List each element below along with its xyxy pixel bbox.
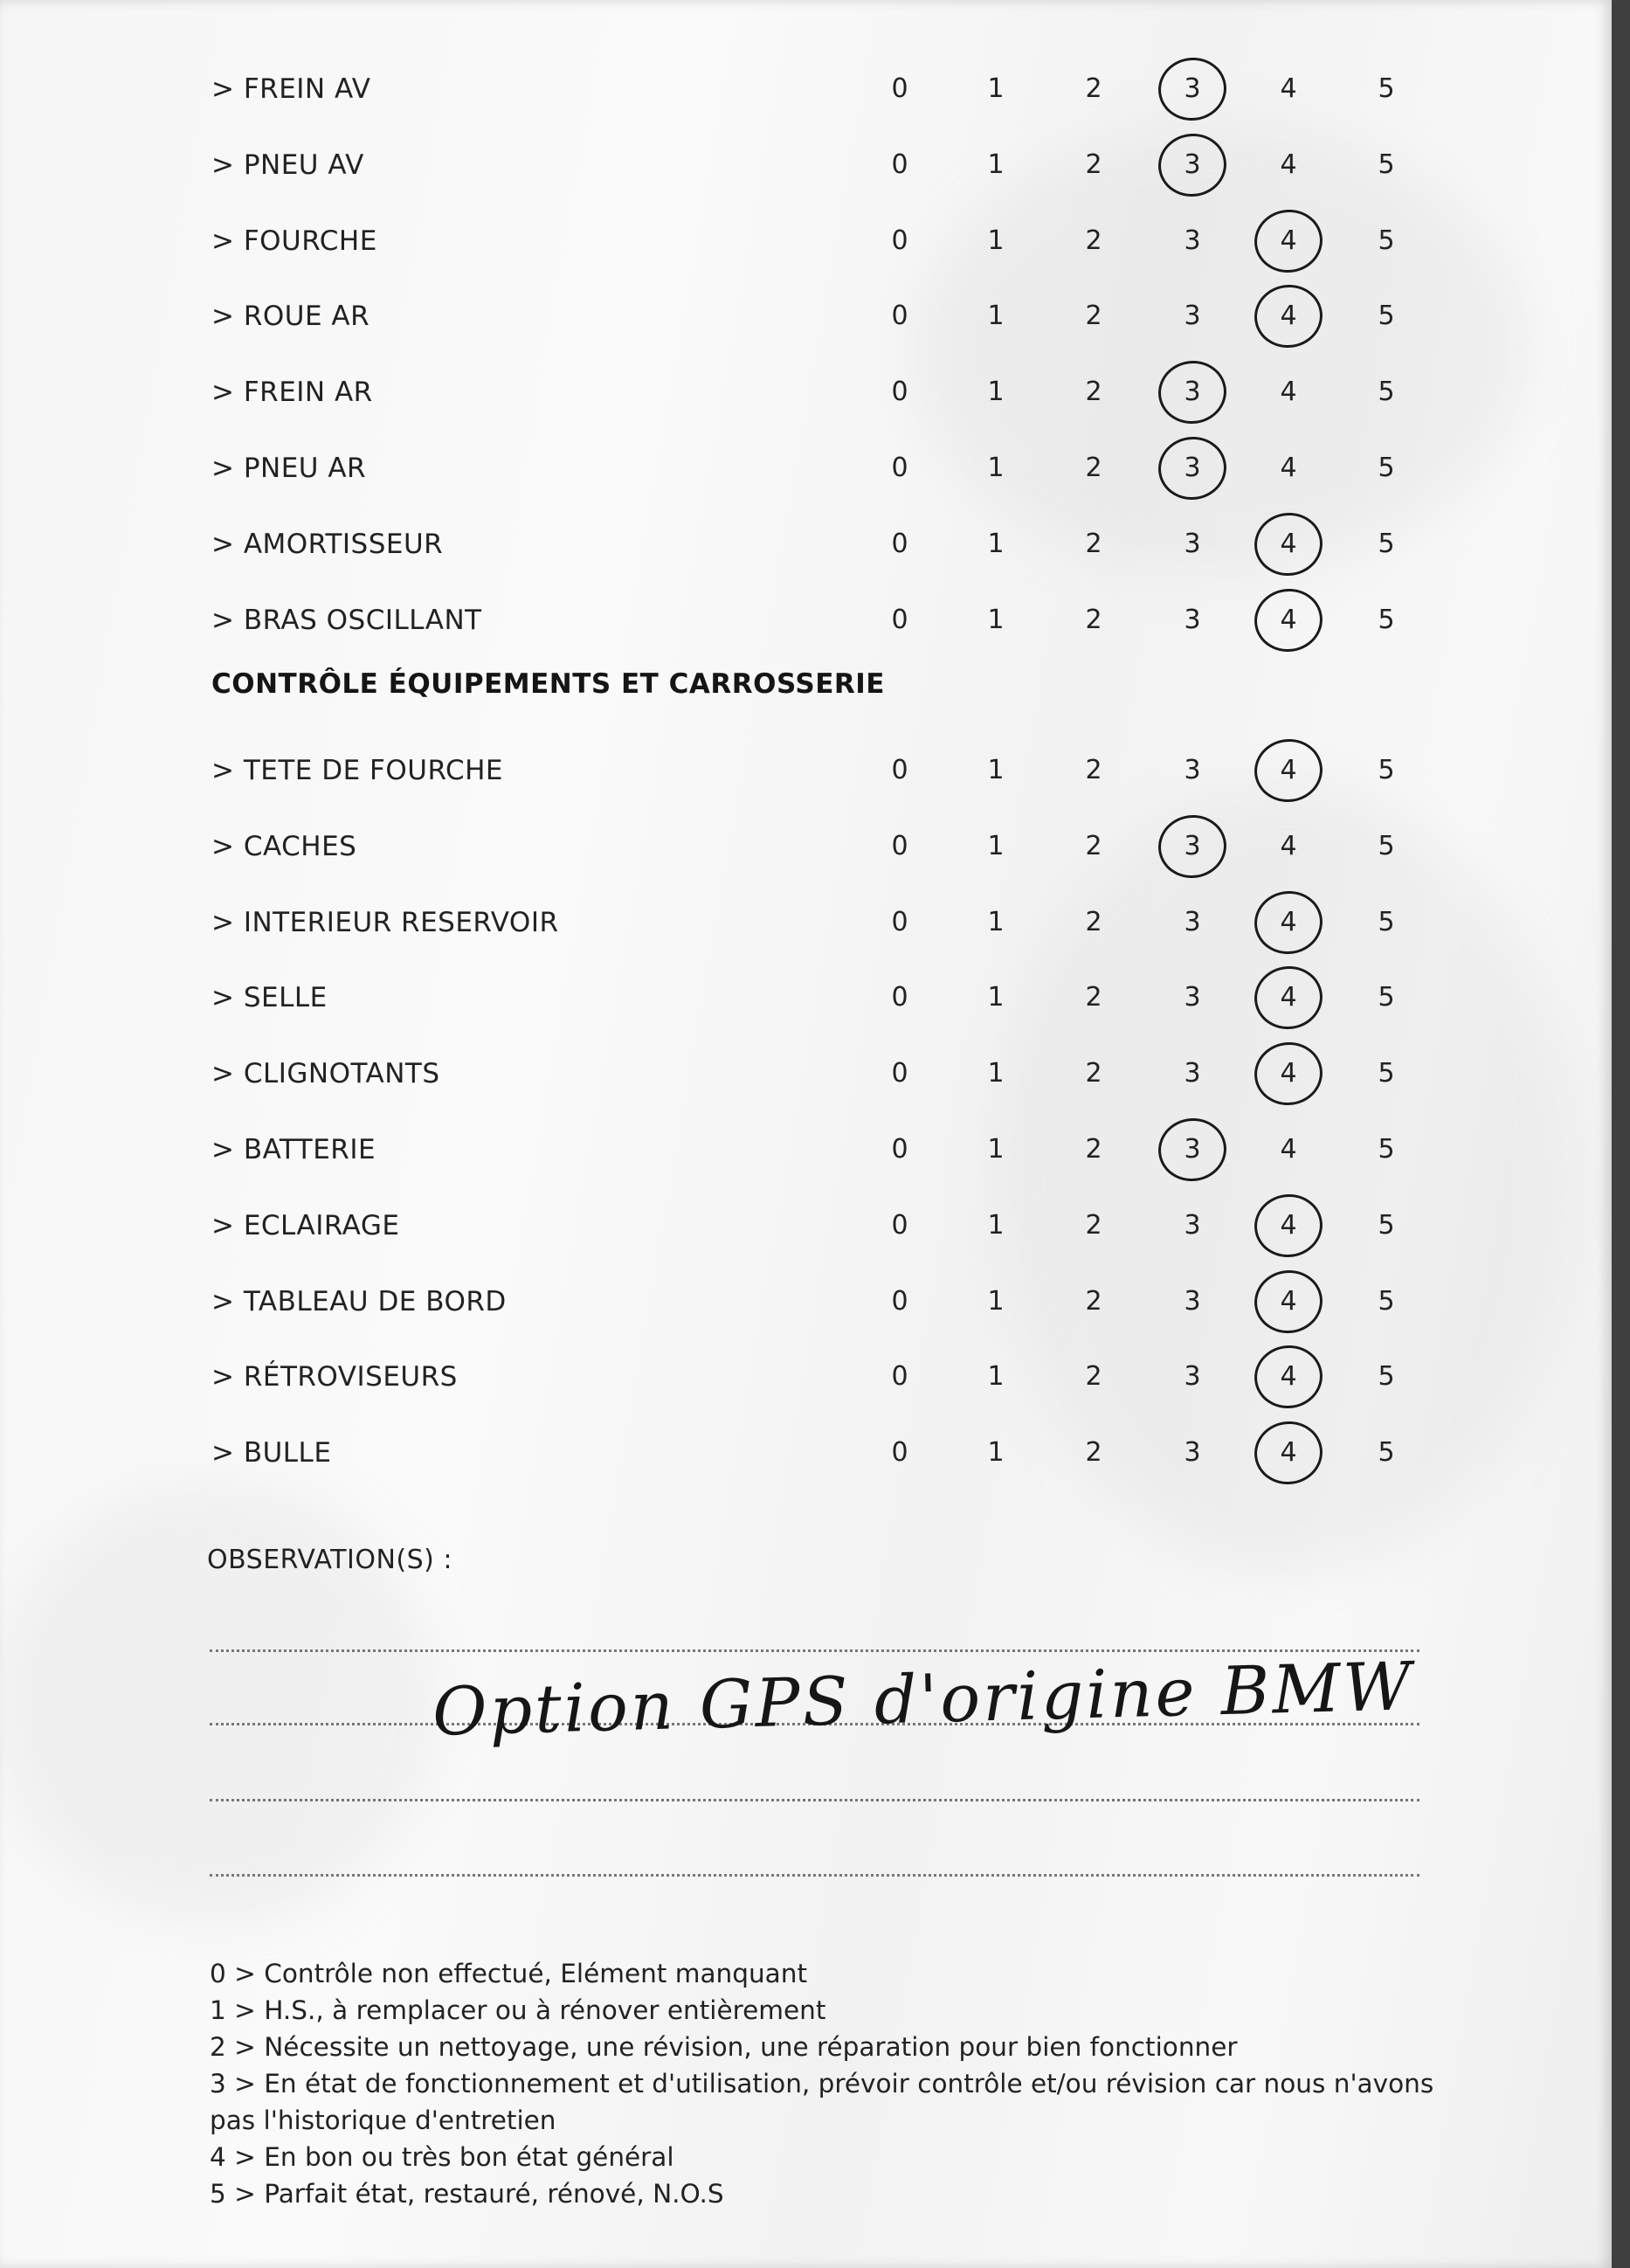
rating-option-0[interactable] — [874, 442, 926, 494]
rating-option-0[interactable] — [874, 1351, 926, 1403]
rating-option-0[interactable] — [874, 366, 926, 418]
rating-value: 5 — [1378, 1285, 1395, 1317]
rating-value: 3 — [1184, 453, 1201, 483]
rating-option-2[interactable] — [1067, 1048, 1120, 1100]
rating-option-2[interactable] — [1067, 215, 1120, 267]
rating-value: 4 — [1280, 982, 1297, 1013]
rating-value: 1 — [987, 830, 1005, 861]
rating-value: 2 — [1085, 1134, 1102, 1165]
rating-option-2[interactable] — [1067, 518, 1120, 570]
observation-line[interactable] — [210, 1874, 1419, 1877]
checklist-row — [0, 972, 1612, 1024]
rating-option-5[interactable] — [1360, 290, 1412, 342]
rating-value: 0 — [891, 225, 908, 256]
rating-option-1[interactable] — [970, 1124, 1022, 1176]
rating-option-4[interactable] — [1262, 1351, 1315, 1403]
checklist-item-label: > ECLAIRAGE — [211, 1209, 400, 1241]
checklist-item-label: > INTERIEUR RESERVOIR — [211, 906, 559, 938]
rating-value: 2 — [1085, 453, 1102, 483]
rating-value: 1 — [987, 906, 1005, 937]
rating-option-3[interactable] — [1166, 744, 1219, 797]
rating-option-4[interactable] — [1262, 139, 1315, 191]
rating-option-5[interactable] — [1360, 972, 1412, 1024]
checklist-row — [0, 744, 1612, 797]
rating-value: 2 — [1085, 830, 1102, 861]
rating-value: 4 — [1280, 1285, 1297, 1317]
rating-option-3[interactable] — [1166, 1124, 1219, 1176]
rating-option-3[interactable] — [1166, 290, 1219, 342]
rating-value: 2 — [1085, 906, 1102, 937]
checklist-row — [0, 518, 1612, 570]
rating-value: 1 — [987, 1209, 1005, 1241]
rating-value: 4 — [1280, 453, 1297, 483]
rating-value: 4 — [1280, 377, 1297, 408]
checklist-item-label: > FREIN AV — [211, 73, 371, 105]
checklist-item-label: > AMORTISSEUR — [211, 528, 444, 560]
rating-value: 1 — [987, 982, 1005, 1013]
observation-line[interactable] — [210, 1799, 1419, 1801]
rating-option-0[interactable] — [874, 1276, 926, 1328]
rating-value: 2 — [1085, 528, 1102, 559]
selected-rating-circle — [1250, 1038, 1326, 1110]
rating-value: 5 — [1378, 755, 1395, 785]
rating-option-0[interactable] — [874, 1427, 926, 1479]
rating-option-5[interactable] — [1360, 1427, 1412, 1479]
rating-option-5[interactable] — [1360, 518, 1412, 570]
rating-option-2[interactable] — [1067, 1276, 1120, 1328]
rating-option-3[interactable] — [1166, 1048, 1219, 1100]
rating-option-1[interactable] — [970, 63, 1022, 115]
selected-rating-circle — [1250, 887, 1326, 958]
selected-rating-circle — [1154, 432, 1230, 504]
rating-value: 0 — [891, 149, 908, 180]
rating-option-0[interactable] — [874, 139, 926, 191]
rating-option-4[interactable] — [1262, 1200, 1315, 1252]
checklist-item-label: > SELLE — [211, 982, 328, 1014]
rating-option-1[interactable] — [970, 518, 1022, 570]
rating-option-5[interactable] — [1360, 1276, 1412, 1328]
rating-option-4[interactable] — [1262, 594, 1315, 647]
checklist-row — [0, 1351, 1612, 1403]
rating-value: 3 — [1184, 755, 1201, 785]
checklist-row — [0, 1124, 1612, 1176]
rating-value: 0 — [891, 982, 908, 1013]
rating-option-1[interactable] — [970, 1427, 1022, 1479]
rating-option-1[interactable] — [970, 442, 1022, 494]
rating-option-1[interactable] — [970, 744, 1022, 797]
checklist-item-label: > PNEU AR — [211, 453, 367, 484]
rating-option-0[interactable] — [874, 744, 926, 797]
rating-value: 1 — [987, 604, 1005, 635]
rating-option-0[interactable] — [874, 820, 926, 873]
checklist-item-label: > TABLEAU DE BORD — [211, 1285, 507, 1317]
rating-value: 1 — [987, 1058, 1005, 1089]
plastic-glare — [917, 131, 1529, 568]
rating-option-1[interactable] — [970, 1048, 1022, 1100]
observations-label: OBSERVATION(S) : — [207, 1545, 452, 1575]
rating-value: 0 — [891, 906, 908, 937]
rating-value: 4 — [1280, 301, 1297, 332]
checklist-row — [0, 594, 1612, 647]
legend-line: 1 > H.S., à remplacer ou à rénover entièrement — [210, 1995, 826, 2025]
rating-value: 1 — [987, 1285, 1005, 1317]
rating-value: 2 — [1085, 377, 1102, 408]
rating-value: 5 — [1378, 982, 1395, 1013]
rating-value: 0 — [891, 1058, 908, 1089]
checklist-row — [0, 63, 1612, 115]
rating-option-3[interactable] — [1166, 63, 1219, 115]
rating-value: 4 — [1280, 73, 1297, 104]
rating-value: 1 — [987, 377, 1005, 408]
checklist-row — [0, 290, 1612, 342]
checklist-item-label: > TETE DE FOURCHE — [211, 755, 503, 786]
rating-value: 5 — [1378, 149, 1395, 180]
selected-rating-circle — [1250, 1341, 1326, 1413]
checklist-item-label: > FREIN AR — [211, 377, 373, 409]
selected-rating-circle — [1154, 53, 1230, 125]
rating-option-2[interactable] — [1067, 896, 1120, 949]
rating-option-2[interactable] — [1067, 820, 1120, 873]
rating-value: 3 — [1184, 225, 1201, 256]
rating-option-1[interactable] — [970, 1276, 1022, 1328]
rating-option-0[interactable] — [874, 594, 926, 647]
rating-value: 0 — [891, 755, 908, 785]
rating-option-3[interactable] — [1166, 1351, 1219, 1403]
rating-option-4[interactable] — [1262, 366, 1315, 418]
rating-value: 4 — [1280, 604, 1297, 635]
rating-value: 4 — [1280, 528, 1297, 559]
rating-value: 5 — [1378, 377, 1395, 408]
checklist-item-label: > FOURCHE — [211, 225, 377, 257]
rating-value: 0 — [891, 377, 908, 408]
rating-value: 3 — [1184, 149, 1201, 180]
rating-value: 1 — [987, 528, 1005, 559]
rating-value: 3 — [1184, 906, 1201, 937]
selected-rating-circle — [1250, 962, 1326, 1034]
rating-value: 0 — [891, 73, 908, 104]
legend-line: 3 > En état de fonctionnement et d'utilisation, prévoir contrôle et/ou révision car nous n'avons pas l'historique d'entretien — [210, 2069, 1442, 2135]
legend-line: 0 > Contrôle non effectué, Elément manquant — [210, 1959, 808, 1988]
rating-value: 4 — [1280, 1134, 1297, 1165]
rating-option-2[interactable] — [1067, 442, 1120, 494]
rating-option-4[interactable] — [1262, 518, 1315, 570]
selected-rating-circle — [1154, 129, 1230, 201]
rating-option-4[interactable] — [1262, 820, 1315, 873]
rating-value: 5 — [1378, 906, 1395, 937]
checklist-row — [0, 1200, 1612, 1252]
rating-option-2[interactable] — [1067, 290, 1120, 342]
rating-value: 5 — [1378, 225, 1395, 256]
rating-option-5[interactable] — [1360, 1124, 1412, 1176]
rating-option-1[interactable] — [970, 290, 1022, 342]
rating-option-0[interactable] — [874, 972, 926, 1024]
rating-option-2[interactable] — [1067, 972, 1120, 1024]
checklist-row — [0, 820, 1612, 873]
rating-value: 2 — [1085, 73, 1102, 104]
rating-value: 2 — [1085, 225, 1102, 256]
checklist-row — [0, 1048, 1612, 1100]
rating-option-4[interactable] — [1262, 896, 1315, 949]
selected-rating-circle — [1250, 205, 1326, 277]
rating-option-3[interactable] — [1166, 1427, 1219, 1479]
rating-legend — [210, 1955, 1450, 2212]
rating-option-1[interactable] — [970, 139, 1022, 191]
rating-value: 3 — [1184, 528, 1201, 559]
rating-value: 0 — [891, 604, 908, 635]
rating-value: 3 — [1184, 830, 1201, 861]
rating-value: 3 — [1184, 982, 1201, 1013]
rating-option-1[interactable] — [970, 896, 1022, 949]
legend-line: 5 > Parfait état, restauré, rénové, N.O.S — [210, 2179, 724, 2209]
rating-option-1[interactable] — [970, 820, 1022, 873]
rating-option-3[interactable] — [1166, 518, 1219, 570]
rating-option-2[interactable] — [1067, 594, 1120, 647]
rating-option-4[interactable] — [1262, 972, 1315, 1024]
rating-value: 2 — [1085, 1058, 1102, 1089]
rating-option-1[interactable] — [970, 1200, 1022, 1252]
checklist-item-label: > PNEU AV — [211, 149, 364, 181]
rating-value: 0 — [891, 1209, 908, 1241]
rating-option-4[interactable] — [1262, 744, 1315, 797]
checklist-row — [0, 896, 1612, 949]
rating-value: 1 — [987, 1437, 1005, 1469]
rating-option-2[interactable] — [1067, 366, 1120, 418]
rating-value: 4 — [1280, 1437, 1297, 1469]
selected-rating-circle — [1154, 1114, 1230, 1186]
rating-option-5[interactable] — [1360, 139, 1412, 191]
rating-value: 5 — [1378, 528, 1395, 559]
rating-value: 4 — [1280, 906, 1297, 937]
rating-value: 4 — [1280, 1361, 1297, 1393]
rating-value: 0 — [891, 1361, 908, 1393]
rating-value: 5 — [1378, 73, 1395, 104]
rating-option-1[interactable] — [970, 972, 1022, 1024]
rating-value: 3 — [1184, 1285, 1201, 1317]
rating-value: 5 — [1378, 453, 1395, 483]
checklist-item-label: > RÉTROVISEURS — [211, 1361, 458, 1393]
rating-option-4[interactable] — [1262, 1276, 1315, 1328]
rating-option-5[interactable] — [1360, 1048, 1412, 1100]
rating-value: 3 — [1184, 73, 1201, 104]
selected-rating-circle — [1154, 356, 1230, 428]
rating-option-2[interactable] — [1067, 63, 1120, 115]
rating-value: 1 — [987, 149, 1005, 180]
rating-value: 2 — [1085, 1209, 1102, 1241]
rating-value: 2 — [1085, 982, 1102, 1013]
rating-value: 0 — [891, 528, 908, 559]
rating-value: 2 — [1085, 755, 1102, 785]
rating-option-5[interactable] — [1360, 442, 1412, 494]
rating-option-3[interactable] — [1166, 139, 1219, 191]
selected-rating-circle — [1250, 735, 1326, 806]
checklist-row — [0, 1276, 1612, 1328]
rating-option-2[interactable] — [1067, 1124, 1120, 1176]
rating-value: 0 — [891, 301, 908, 332]
rating-value: 0 — [891, 830, 908, 861]
section-title: CONTRÔLE ÉQUIPEMENTS ET CARROSSERIE — [211, 668, 885, 700]
selected-rating-circle — [1250, 508, 1326, 580]
rating-value: 5 — [1378, 301, 1395, 332]
rating-value: 1 — [987, 755, 1005, 785]
checklist-row — [0, 139, 1612, 191]
rating-option-1[interactable] — [970, 594, 1022, 647]
checklist-row — [0, 215, 1612, 267]
checklist-item-label: > BATTERIE — [211, 1134, 376, 1165]
rating-option-3[interactable] — [1166, 896, 1219, 949]
rating-value: 5 — [1378, 1209, 1395, 1241]
rating-option-0[interactable] — [874, 1200, 926, 1252]
rating-value: 0 — [891, 453, 908, 483]
rating-option-3[interactable] — [1166, 972, 1219, 1024]
rating-option-5[interactable] — [1360, 1200, 1412, 1252]
rating-value: 3 — [1184, 1209, 1201, 1241]
rating-option-2[interactable] — [1067, 1200, 1120, 1252]
selected-rating-circle — [1154, 811, 1230, 882]
checklist-row — [0, 366, 1612, 418]
rating-value: 1 — [987, 301, 1005, 332]
rating-option-0[interactable] — [874, 290, 926, 342]
rating-value: 4 — [1280, 149, 1297, 180]
rating-value: 3 — [1184, 377, 1201, 408]
rating-option-5[interactable] — [1360, 594, 1412, 647]
rating-option-3[interactable] — [1166, 1276, 1219, 1328]
rating-option-3[interactable] — [1166, 820, 1219, 873]
rating-value: 4 — [1280, 1058, 1297, 1089]
rating-value: 5 — [1378, 1361, 1395, 1393]
rating-value: 0 — [891, 1285, 908, 1317]
rating-option-0[interactable] — [874, 1048, 926, 1100]
rating-value: 1 — [987, 453, 1005, 483]
rating-option-0[interactable] — [874, 215, 926, 267]
checklist-item-label: > BRAS OSCILLANT — [211, 604, 482, 636]
rating-value: 5 — [1378, 1058, 1395, 1089]
rating-value: 2 — [1085, 1285, 1102, 1317]
rating-option-5[interactable] — [1360, 63, 1412, 115]
checklist-item-label: > BULLE — [211, 1437, 332, 1469]
rating-option-3[interactable] — [1166, 594, 1219, 647]
rating-value: 3 — [1184, 1437, 1201, 1469]
selected-rating-circle — [1250, 584, 1326, 656]
rating-value: 2 — [1085, 604, 1102, 635]
legend-line: 2 > Nécessite un nettoyage, une révision, une réparation pour bien fonctionner — [210, 2032, 1238, 2062]
rating-value: 2 — [1085, 301, 1102, 332]
rating-value: 4 — [1280, 225, 1297, 256]
rating-value: 1 — [987, 1361, 1005, 1393]
rating-option-4[interactable] — [1262, 442, 1315, 494]
rating-option-3[interactable] — [1166, 442, 1219, 494]
checklist-row — [0, 442, 1612, 494]
rating-option-1[interactable] — [970, 366, 1022, 418]
rating-value: 1 — [987, 73, 1005, 104]
rating-value: 0 — [891, 1134, 908, 1165]
rating-option-4[interactable] — [1262, 1427, 1315, 1479]
rating-option-4[interactable] — [1262, 1124, 1315, 1176]
rating-option-5[interactable] — [1360, 215, 1412, 267]
rating-value: 3 — [1184, 1134, 1201, 1165]
rating-option-5[interactable] — [1360, 1351, 1412, 1403]
rating-value: 5 — [1378, 830, 1395, 861]
rating-option-0[interactable] — [874, 63, 926, 115]
rating-value: 4 — [1280, 755, 1297, 785]
rating-option-5[interactable] — [1360, 744, 1412, 797]
rating-value: 4 — [1280, 830, 1297, 861]
rating-value: 2 — [1085, 149, 1102, 180]
selected-rating-circle — [1250, 280, 1326, 352]
checklist-item-label: > ROUE AR — [211, 301, 370, 333]
rating-option-0[interactable] — [874, 896, 926, 949]
rating-option-4[interactable] — [1262, 215, 1315, 267]
selected-rating-circle — [1250, 1417, 1326, 1489]
rating-option-0[interactable] — [874, 518, 926, 570]
rating-value: 1 — [987, 225, 1005, 256]
rating-value: 2 — [1085, 1361, 1102, 1393]
rating-value: 0 — [891, 1437, 908, 1469]
rating-option-4[interactable] — [1262, 1048, 1315, 1100]
rating-value: 3 — [1184, 604, 1201, 635]
rating-option-2[interactable] — [1067, 744, 1120, 797]
rating-option-0[interactable] — [874, 1124, 926, 1176]
checklist-item-label: > CLIGNOTANTS — [211, 1058, 440, 1090]
rating-value: 4 — [1280, 1209, 1297, 1241]
rating-option-3[interactable] — [1166, 1200, 1219, 1252]
rating-option-3[interactable] — [1166, 366, 1219, 418]
rating-value: 1 — [987, 1134, 1005, 1165]
handwritten-observation: Option GPS d'origine BMW — [432, 1647, 1415, 1751]
selected-rating-circle — [1250, 1266, 1326, 1338]
checklist-row — [0, 1427, 1612, 1479]
rating-option-2[interactable] — [1067, 1351, 1120, 1403]
rating-value: 5 — [1378, 1134, 1395, 1165]
checklist-item-label: > CACHES — [211, 830, 357, 862]
rating-option-2[interactable] — [1067, 139, 1120, 191]
rating-value: 3 — [1184, 1058, 1201, 1089]
rating-option-3[interactable] — [1166, 215, 1219, 267]
rating-value: 3 — [1184, 301, 1201, 332]
rating-option-4[interactable] — [1262, 63, 1315, 115]
rating-option-1[interactable] — [970, 215, 1022, 267]
rating-value: 5 — [1378, 1437, 1395, 1469]
rating-option-5[interactable] — [1360, 896, 1412, 949]
selected-rating-circle — [1250, 1190, 1326, 1262]
rating-option-2[interactable] — [1067, 1427, 1120, 1479]
rating-value: 2 — [1085, 1437, 1102, 1469]
rating-option-4[interactable] — [1262, 290, 1315, 342]
rating-option-1[interactable] — [970, 1351, 1022, 1403]
rating-value: 3 — [1184, 1361, 1201, 1393]
rating-option-5[interactable] — [1360, 366, 1412, 418]
rating-option-5[interactable] — [1360, 820, 1412, 873]
rating-value: 5 — [1378, 604, 1395, 635]
legend-line: 4 > En bon ou très bon état général — [210, 2142, 674, 2172]
